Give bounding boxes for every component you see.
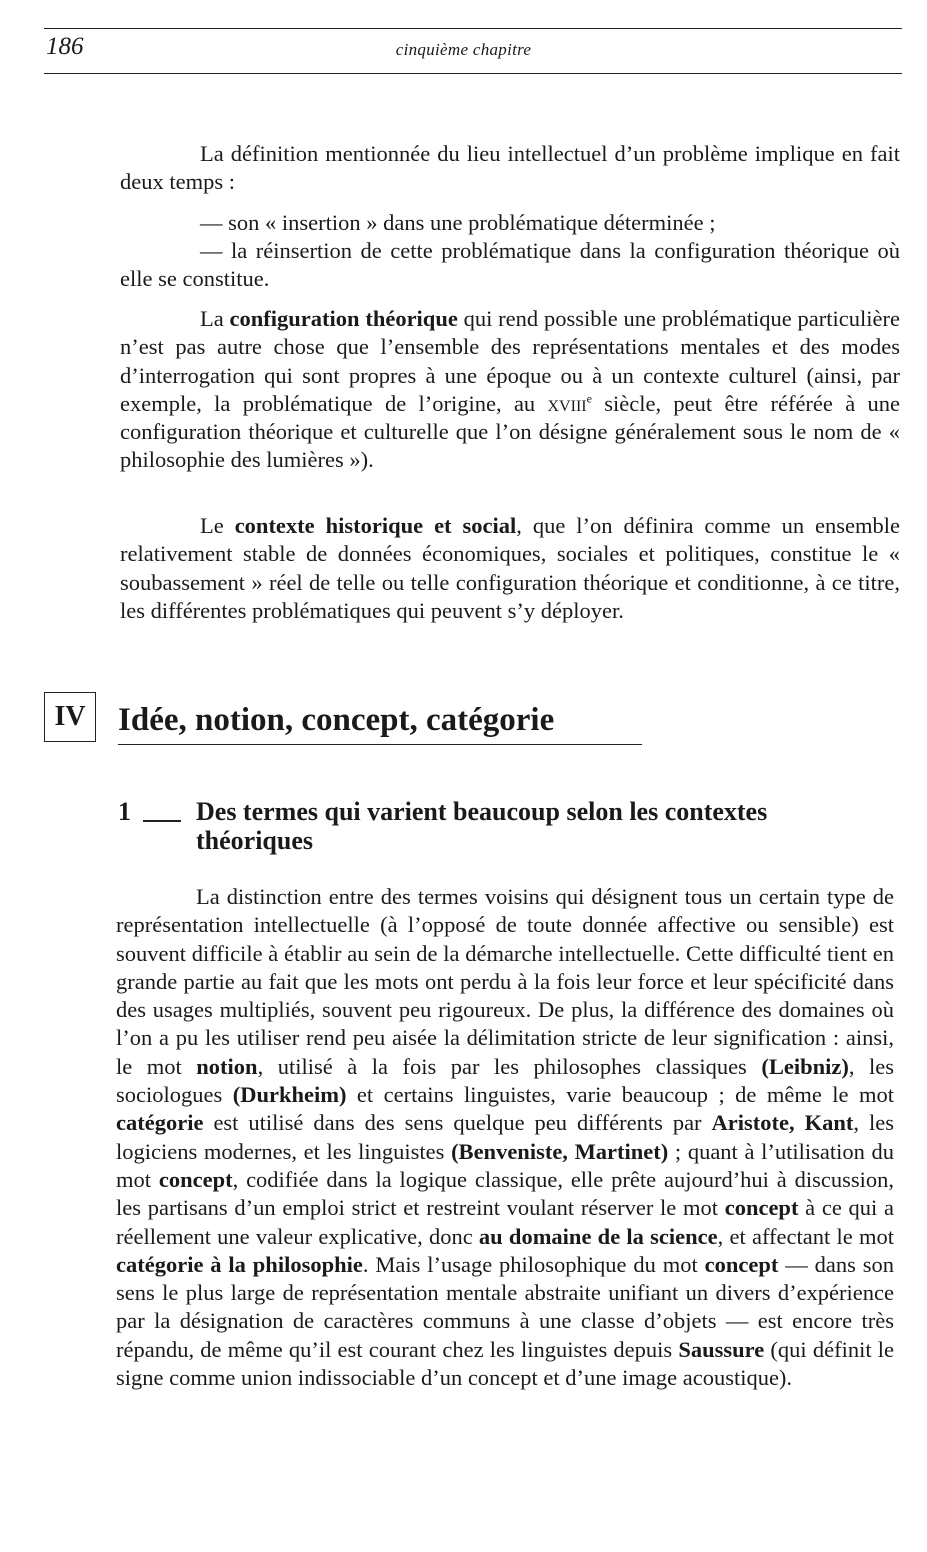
bold-term: catégorie	[116, 1110, 204, 1136]
text-block-distinction	[116, 883, 894, 1392]
bold-term: notion	[196, 1053, 258, 1079]
paragraph-3	[120, 512, 900, 625]
text-span: qui rend possible une problématique particulière n’est pas autre chose que l’ensemble des représentations mentales et des modes d’interrogation qui sont propres à une époque ou à un contexte culturel (ainsi, par exemple, la problématique de l’origine, au	[120, 306, 900, 416]
text-span: ; quant à l’utilisation du mot	[116, 1138, 894, 1192]
page-number: 186	[46, 33, 84, 60]
text-span: Le	[200, 513, 235, 538]
text-span: , codifiée dans la logique classique, elle prête aujourd’hui à discussion, les partisans d’un emploi strict et restreint voulant réserver le mot	[116, 1166, 894, 1221]
section-number-box: IV	[44, 692, 96, 742]
text-span: , et affectant le mot	[717, 1223, 894, 1249]
text-span: , que l’on définira comme un ensemble relativement stable de données économiques, sociales et politiques, constitue le « soubassement » réel de telle ou telle configuration théorique et conditionne, à ce titre, les différentes problématiques qui peuvent s’y déployer.	[120, 513, 900, 623]
dash-item-reinsertion: — la réinsertion de cette problématique dans la configuration théorique où elle se constitue.	[120, 237, 900, 292]
running-head: cinquième chapitre	[395, 40, 532, 59]
bold-term-configuration: configuration théorique	[229, 306, 458, 331]
text-block-configuration	[120, 305, 900, 475]
bold-term: concept	[724, 1195, 799, 1221]
paragraph-4	[116, 883, 894, 1392]
bold-term: (Leibniz)	[761, 1053, 849, 1079]
text-span: , les logiciens modernes, et les linguistes	[116, 1110, 894, 1164]
bold-term: (Benveniste, Martinet)	[451, 1138, 669, 1164]
paragraph-2	[120, 305, 900, 475]
subsection-dash	[143, 820, 181, 822]
text-span: (qui définit le signe comme union indissociable d’un concept et d’une image acoustique).	[116, 1336, 894, 1391]
bold-term-contexte: contexte historique et social	[234, 513, 517, 538]
paragraph-1: La définition mentionnée du lieu intellectuel d’un problème implique en fait deux temps :	[120, 141, 900, 195]
section-title: Idée, notion, concept, catégorie	[118, 702, 555, 738]
section-title-underline	[118, 744, 642, 745]
bold-term: Saussure	[678, 1336, 765, 1362]
text-span: à ce qui a réellement une valeur explicative, donc	[116, 1195, 894, 1249]
text-span: . Mais l’usage philosophique du mot	[362, 1251, 705, 1277]
century-superscript: e	[586, 391, 592, 406]
bold-term: Aristote, Kant	[711, 1110, 854, 1136]
bold-term: concept	[704, 1251, 779, 1277]
text-span: et certains linguistes, varie beaucoup ; de même le mot	[346, 1082, 894, 1108]
text-span: La	[200, 306, 230, 331]
bold-term: concept	[158, 1166, 233, 1192]
bold-term: au domaine de la science	[478, 1223, 718, 1249]
text-span: , les sociologues	[116, 1053, 894, 1108]
subsection-number: 1	[118, 797, 131, 826]
text-span: , utilisé à la fois par les philosophes classiques	[257, 1053, 762, 1079]
century-numeral: xviii	[547, 390, 587, 416]
text-span: — dans son sens le plus large de représentation mentale abstraite unifiant un divers d’expérience par la désignation de caractères communs à une classe d’objets — est encore très répandu, de même qu’il est courant chez les linguistes depuis	[116, 1251, 894, 1362]
text-span: siècle, peut être référée à une configuration théorique et culturelle que l’on désigne généralement sous le nom de « philosophie des lumières »).	[120, 390, 901, 473]
dash-item-insertion: — son « insertion » dans une problématique déterminée ;	[200, 209, 716, 235]
header-rule-top	[44, 28, 902, 29]
text-span: est utilisé dans des sens quelque peu différents par	[203, 1110, 712, 1136]
text-block-contexte	[120, 512, 900, 625]
text-span: La distinction entre des termes voisins qui désignent tous un certain type de représentation intellectuelle (à l’opposé de toute donnée affective ou sensible) est souvent difficile à établir au sein de la démarche intellectuelle. Cette difficulté tient en grande partie au fait que les mots ont perdu à la fois leur force et leur spécificité dans des usages multipliés, souvent peu rigoureux. De plus, la différence des domaines où l’on a pu les utiliser rend peu aisée la délimitation stricte de leur signification : ainsi, le mot	[116, 884, 894, 1079]
text-block-intro	[120, 140, 900, 293]
bold-term: (Durkheim)	[232, 1082, 347, 1108]
header-rule-bottom	[44, 73, 902, 74]
bold-term: catégorie à la philosophie	[116, 1251, 363, 1277]
subsection-title: Des termes qui varient beaucoup selon les contextes théoriques	[196, 797, 768, 855]
